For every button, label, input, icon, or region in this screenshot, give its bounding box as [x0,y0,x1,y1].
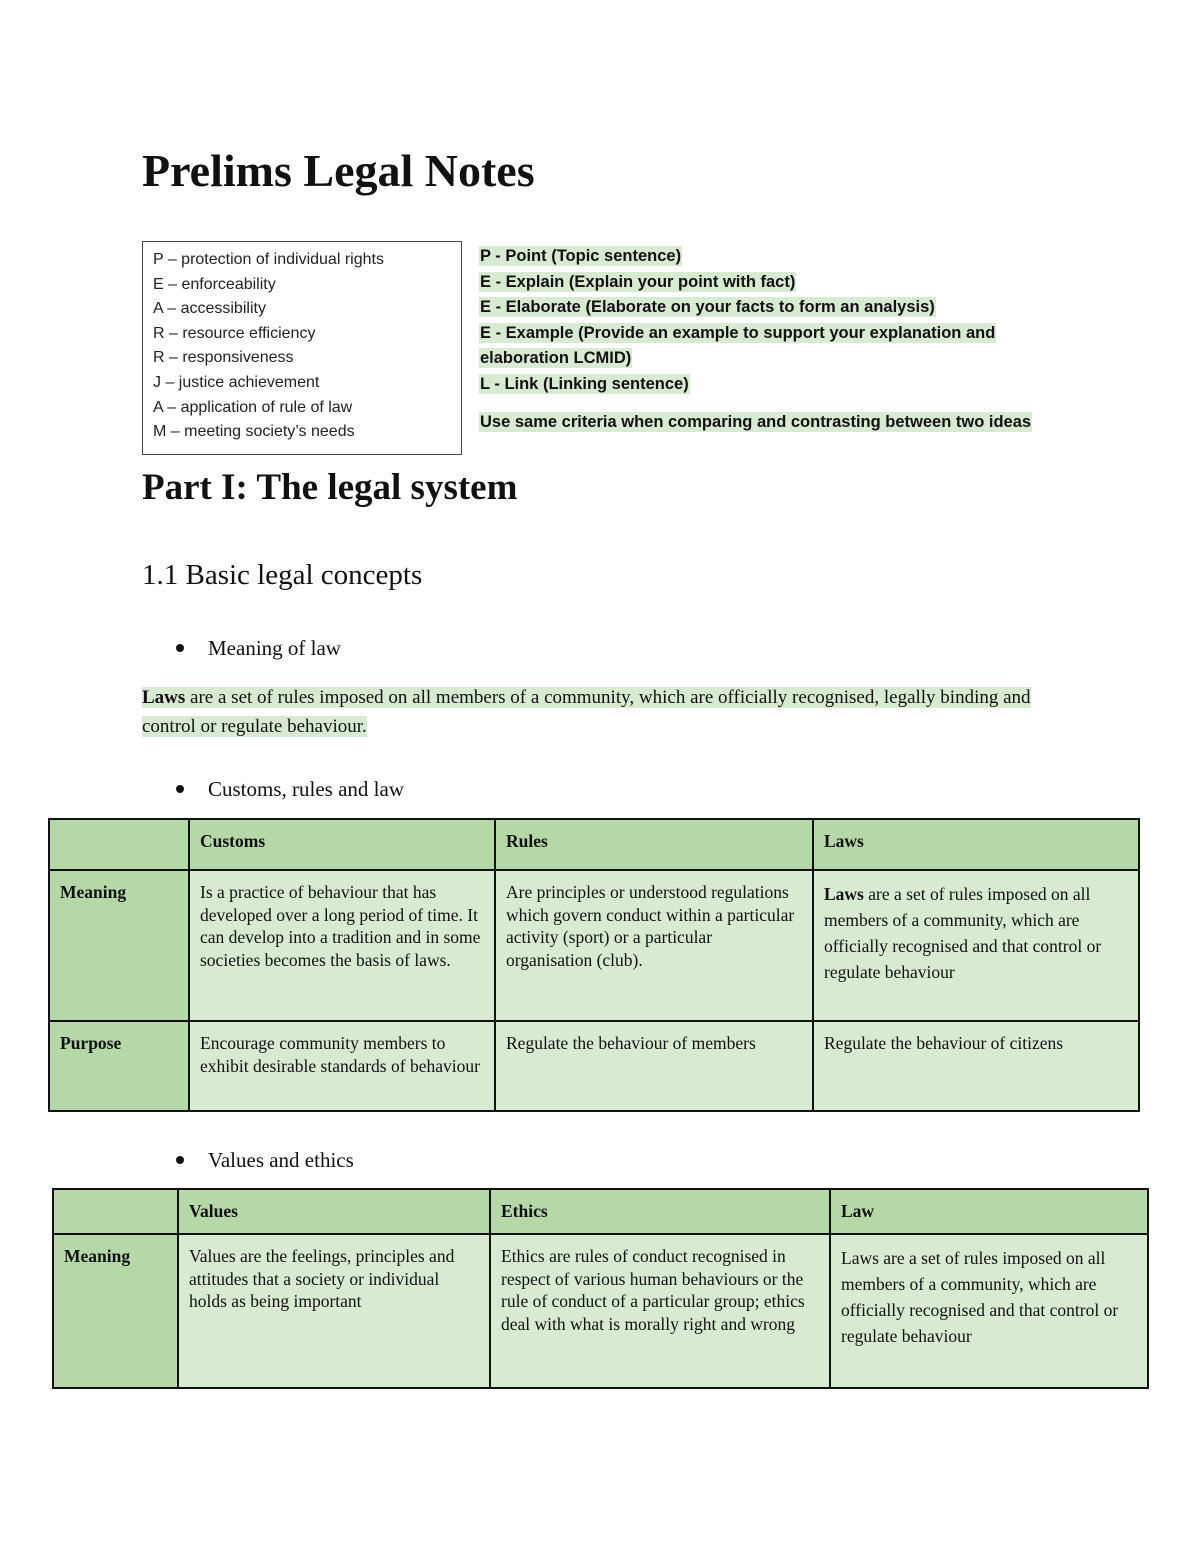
table-header-cell [53,1189,178,1234]
peel-line [479,346,1059,372]
criteria-line: R – responsiveness [153,349,294,367]
bullet-icon [176,785,184,793]
criteria-line: P – protection of individual rights [153,251,384,268]
law-definition [142,683,1052,741]
table-cell: Is a practice of behaviour that has developed over a long period of time. It can develop into a tradition and in some societies becomes the basis of laws. [189,870,495,1021]
bullet-values-ethics [176,1148,354,1173]
table-cell: Encourage community members to exhibit desirable standards of behaviour [189,1021,495,1111]
table-cell [813,870,1139,1021]
table-cell: Laws are a set of rules imposed on all members of a community, which are officially recognised and that control or regulate behaviour [830,1234,1148,1388]
criteria-line: R – resource efficiency [153,324,316,342]
bullet-text: Customs, rules and law [208,777,404,801]
customs-rules-laws-table [48,818,1140,1112]
peel-line [479,321,1059,347]
criteria-line: A – accessibility [153,300,266,318]
section-heading: 1.1 Basic legal concepts [142,559,423,591]
criteria-line: A – application of rule of law [153,398,353,416]
law-definition-text: are a set of rules imposed on all members of a community, which are officially recognised, legally binding and control or regulate behaviour. [142,687,1031,737]
peel-line-text: E - Example (Provide an example to support your explanation and [480,323,996,342]
table-row [49,870,1139,1021]
peel-note [479,413,1032,432]
peel-line [479,270,1059,296]
document-title: Prelims Legal Notes [142,145,535,196]
table-header-cell: Ethics [490,1189,830,1234]
table-header-cell: Law [830,1189,1148,1234]
table-cell: Are principles or understood regulations which govern conduct within a particular activity (sport) or a particular organisation (club). [495,870,813,1021]
table-header-row [53,1189,1148,1234]
table-header-cell: Values [178,1189,490,1234]
values-ethics-law-table [52,1188,1149,1389]
peel-line [479,244,1059,270]
peel-line-text: E - Explain (Explain your point with fact) [480,272,796,291]
row-label: Meaning [49,870,189,1021]
table-header-row [49,819,1139,870]
table-cell: Ethics are rules of conduct recognised in respect of various human behaviours or the rule of conduct of a particular group; ethics deal with what is morally right and wrong [490,1234,830,1388]
part-heading: Part I: The legal system [142,467,518,508]
bullet-icon [176,1156,184,1164]
peel-line [479,372,1059,398]
bullet-text: Values and ethics [208,1148,354,1172]
table-cell: Regulate the behaviour of members [495,1021,813,1111]
bullet-meaning-of-law [176,636,341,661]
laws-text: are a set of rules imposed on all members of a community, which are officially recognised and that control or regulate behaviour [824,884,1102,982]
table-cell: Values are the feelings, principles and attitudes that a society or individual holds as being important [178,1234,490,1388]
table-cell: Regulate the behaviour of citizens [813,1021,1139,1111]
table-row [49,1021,1139,1111]
criteria-line: E – enforceability [153,275,276,293]
peel-note-text: Use same criteria when comparing and contrasting between two ideas [480,413,1032,431]
peel-line-text: elaboration LCMID) [480,349,632,368]
criteria-box [142,241,462,455]
table-header-cell [49,819,189,870]
table-header-cell: Customs [189,819,495,870]
peel-line [479,295,1059,321]
table-header-cell: Laws [813,819,1139,870]
row-label: Purpose [49,1021,189,1111]
table-row [53,1234,1148,1388]
law-definition-highlight [142,687,1031,737]
row-label: Meaning [53,1234,178,1388]
criteria-line: M – meeting society’s needs [153,423,355,441]
table-header-cell: Rules [495,819,813,870]
laws-term: Laws [824,884,864,904]
peel-line-text: P - Point (Topic sentence) [480,247,682,265]
criteria-line: J – justice achievement [153,373,320,391]
bullet-customs-rules-law [176,777,404,802]
peel-line-text: E - Elaborate (Elaborate on your facts to form an analysis) [480,298,935,317]
bullet-text: Meaning of law [208,636,341,660]
peel-structure [479,244,1059,398]
law-definition-term: Laws [142,687,186,708]
bullet-icon [176,644,184,652]
peel-line-text: L - Link (Linking sentence) [480,374,689,393]
